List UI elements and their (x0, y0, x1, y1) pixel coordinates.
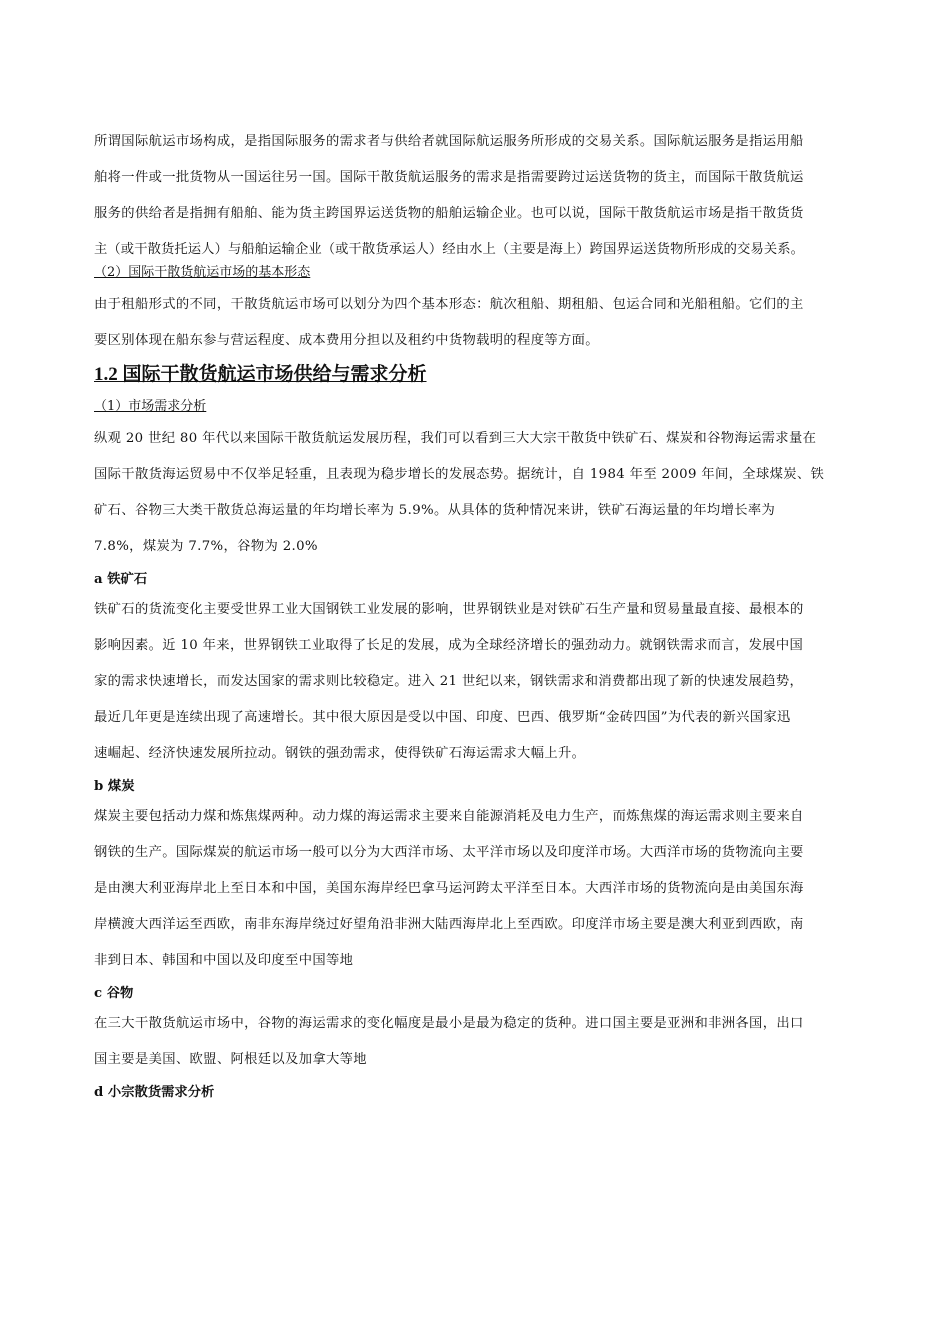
iron-ore-paragraph (94, 592, 854, 772)
paragraph-line: 是由澳大利亚海岸北上至日本和中国，美国东海岸经巴拿马运河跨太平洋至日本。大西洋市场的货物流向是由美国东海 (94, 881, 804, 896)
coal-heading: b 煤炭 (94, 779, 135, 794)
paragraph-line: 影响因素。近 10 年来，世界钢铁工业取得了长足的发展，成为全球经济增长的强劲动力。就钢铁需求而言，发展中国 (94, 638, 804, 653)
paragraph-line: 舶将一件或一批货物从一国运往另一国。国际干散货航运服务的需求是指需要跨过运送货物的货主，而国际干散货航运 (94, 170, 804, 185)
paragraph-line: 7.8%，煤炭为 7.7%，谷物为 2.0% (94, 539, 318, 554)
paragraph-line: 纵观 20 世纪 80 年代以来国际干散货航运发展历程，我们可以看到三大大宗干散货中铁矿石、煤炭和谷物海运需求量在 (94, 431, 817, 446)
paragraph-line: 家的需求快速增长，而发达国家的需求则比较稳定。进入 21 世纪以来，钢铁需求和消费都出现了新的快速发展趋势， (94, 674, 804, 689)
paragraph-line: 要区别体现在船东参与营运程度、成本费用分担以及租约中货物载明的程度等方面。 (94, 333, 599, 348)
minor-bulk-heading: d 小宗散货需求分析 (94, 1085, 215, 1100)
basic-forms-heading: （2）国际干散货航运市场的基本形态 (94, 265, 311, 280)
paragraph-line: 岸横渡大西洋运至西欧，南非东海岸绕过好望角沿非洲大陆西海岸北上至西欧。印度洋市场主要是澳大利亚到西欧，南 (94, 917, 804, 932)
paragraph-line: 服务的供给者是指拥有船舶、能为货主跨国界运送货物的船舶运输企业。也可以说，国际干散货航运市场是指干散货货 (94, 206, 804, 221)
section-title: 1.2 国际干散货航运市场供给与需求分析 (94, 364, 427, 385)
basic-forms-paragraph (94, 287, 854, 359)
iron-ore-heading: a 铁矿石 (94, 572, 148, 587)
paragraph-line: 最近几年更是连续出现了高速增长。其中很大原因是受以中国、印度、巴西、俄罗斯“金砖四国”为代表的新兴国家迅 (94, 710, 791, 725)
paragraph-line: 由于租船形式的不同，干散货航运市场可以划分为四个基本形态：航次租船、期租船、包运合同和光船租船。它们的主 (94, 297, 804, 312)
paragraph-line: 非到日本、韩国和中国以及印度至中国等地 (94, 953, 354, 968)
paragraph-line: 所谓国际航运市场构成，是指国际服务的需求者与供给者就国际航运服务所形成的交易关系。国际航运服务是指运用船 (94, 134, 804, 149)
paragraph-line: 国主要是美国、欧盟、阿根廷以及加拿大等地 (94, 1052, 367, 1067)
paragraph-line: 主（或干散货托运人）与船舶运输企业（或干散货承运人）经由水上（主要是海上）跨国界运送货物所形成的交易关系。 (94, 242, 805, 257)
coal-paragraph (94, 799, 854, 979)
paragraph-line: 在三大干散货航运市场中，谷物的海运需求的变化幅度是最小是最为稳定的货种。进口国主要是亚洲和非洲各国，出口 (94, 1016, 804, 1031)
paragraph-line: 钢铁的生产。国际煤炭的航运市场一般可以分为大西洋市场、太平洋市场以及印度洋市场。大西洋市场的货物流向主要 (94, 845, 804, 860)
grain-heading: c 谷物 (94, 986, 134, 1001)
paragraph-line: 国际干散货海运贸易中不仅举足轻重，且表现为稳步增长的发展态势。据统计，自 1984 年至 2009 年间，全球煤炭、铁 (94, 467, 825, 482)
demand-heading: （1）市场需求分析 (94, 399, 207, 414)
grain-paragraph (94, 1006, 854, 1078)
document-page (94, 124, 854, 1113)
paragraph-line: 速崛起、经济快速发展所拉动。钢铁的强劲需求，使得铁矿石海运需求大幅上升。 (94, 746, 586, 761)
paragraph-line: 铁矿石的货流变化主要受世界工业大国钢铁工业发展的影响，世界钢铁业是对铁矿石生产量和贸易量最直接、最根本的 (94, 602, 804, 617)
paragraph-line: 煤炭主要包括动力煤和炼焦煤两种。动力煤的海运需求主要来自能源消耗及电力生产，而炼焦煤的海运需求则主要来自 (94, 809, 804, 824)
demand-paragraph (94, 421, 854, 565)
paragraph-line: 矿石、谷物三大类干散货总海运量的年均增长率为 5.9%。从具体的货种情况来讲，铁矿石海运量的年均增长率为 (94, 503, 776, 518)
intro-paragraph (94, 124, 854, 268)
